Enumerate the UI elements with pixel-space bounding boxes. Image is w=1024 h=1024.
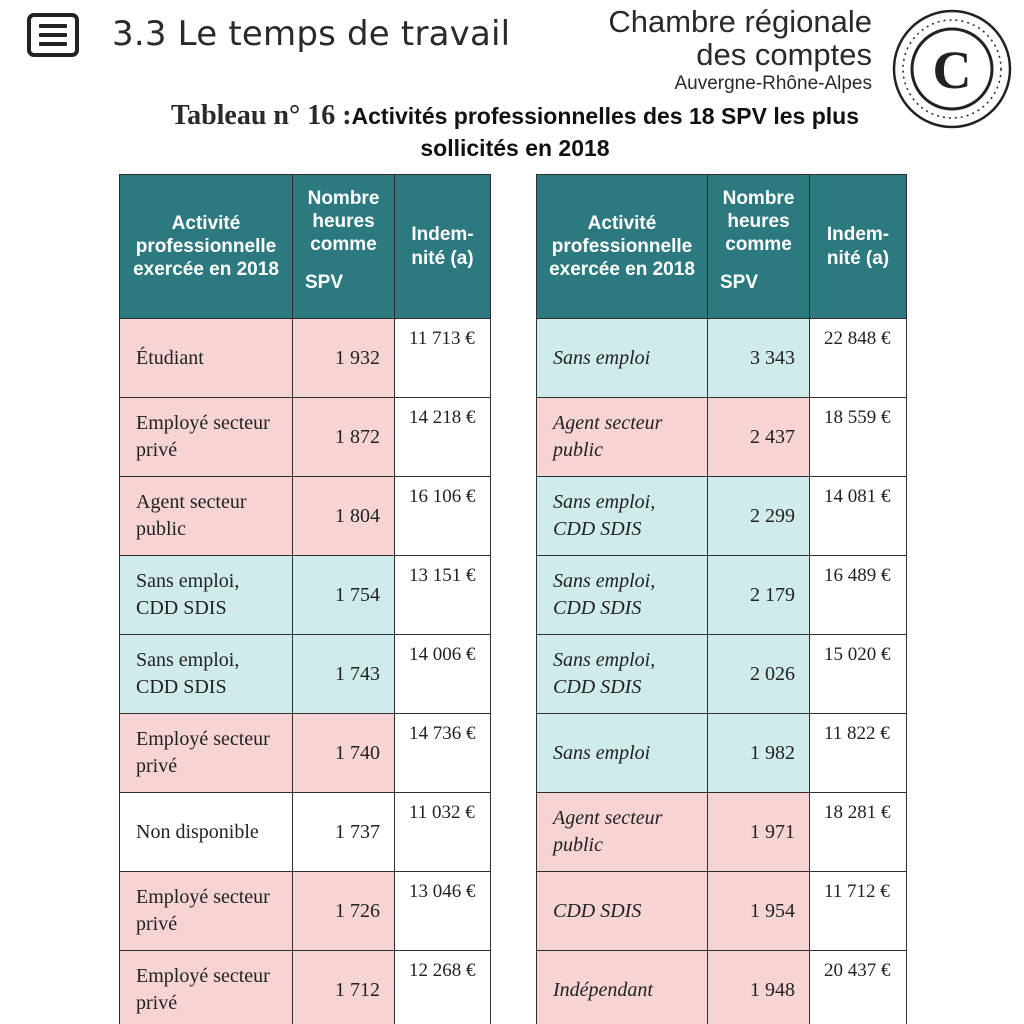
table-row [120,635,491,714]
activity-cell: Agent secteur public [537,793,708,872]
hours-cell: 1 737 [293,793,395,872]
hours-cell: 3 343 [708,319,810,398]
table-row [537,398,907,477]
activity-cell: CDD SDIS [537,872,708,951]
table-body-right [537,319,907,1024]
hours-cell: 1 754 [293,556,395,635]
table-row [120,319,491,398]
table-row [537,635,907,714]
hours-cell: 1 726 [293,872,395,951]
header-activity: Activité professionnelle exercée en 2018 [537,175,708,319]
brand-line-1: Chambre régionale [608,4,872,39]
table-caption-text: Activités professionnelles des 18 SPV les plus sollicités en 2018 [351,103,860,161]
menu-icon[interactable] [27,13,79,57]
activity-cell: Indépendant [537,951,708,1024]
table-row [120,872,491,951]
indemnity-cell: 14 218 € [395,398,491,477]
indemnity-cell: 15 020 € [810,635,907,714]
indemnity-cell: 14 006 € [395,635,491,714]
table-body-left [120,319,491,1024]
activity-cell: Sans emploi, CDD SDIS [537,477,708,556]
table-row [537,319,907,398]
hours-cell: 1 971 [708,793,810,872]
indemnity-cell: 14 081 € [810,477,907,556]
table-row [537,477,907,556]
indemnity-cell: 11 713 € [395,319,491,398]
table-row [537,556,907,635]
table-row [537,872,907,951]
header-indemnity: Indem-nité (a) [395,175,491,319]
indemnity-cell: 13 151 € [395,556,491,635]
indemnity-cell: 14 736 € [395,714,491,793]
activity-cell: Sans emploi, CDD SDIS [537,556,708,635]
hours-cell: 1 743 [293,635,395,714]
activity-cell: Sans emploi, CDD SDIS [120,556,293,635]
activity-cell: Non disponible [120,793,293,872]
activity-cell: Sans emploi [537,319,708,398]
hours-cell: 1 712 [293,951,395,1024]
section-title: 3.3 Le temps de travail [112,14,511,54]
indemnity-cell: 11 822 € [810,714,907,793]
activity-cell: Sans emploi [537,714,708,793]
table-caption [120,98,910,163]
header-hours [293,175,395,319]
menu-icon-bar [39,24,67,28]
activities-table-right [536,174,907,1024]
brand-logo-text [608,6,872,93]
activity-cell: Sans emploi, CDD SDIS [120,635,293,714]
header-hours-suffix: SPV [305,271,344,293]
activities-table-left [119,174,491,1024]
menu-icon-bar [39,33,67,37]
table-row [120,951,491,1024]
menu-icon-bar [39,42,67,46]
hours-cell: 1 932 [293,319,395,398]
header-hours-suffix: SPV [720,271,759,293]
hours-cell: 2 179 [708,556,810,635]
indemnity-cell: 13 046 € [395,872,491,951]
indemnity-cell: 11 712 € [810,872,907,951]
activity-cell: Employé secteur privé [120,951,293,1024]
table-header-row [537,175,907,319]
seal-letter: C [932,40,972,100]
indemnity-cell: 18 281 € [810,793,907,872]
activity-cell: Agent secteur public [537,398,708,477]
header-hours-label: Nombre heures comme [307,188,380,256]
hours-cell: 1 982 [708,714,810,793]
indemnity-cell: 20 437 € [810,951,907,1024]
indemnity-cell: 11 032 € [395,793,491,872]
header-indemnity: Indem-nité (a) [810,175,907,319]
hours-cell: 1 804 [293,477,395,556]
activity-cell: Employé secteur privé [120,872,293,951]
table-row [537,714,907,793]
activity-cell: Employé secteur privé [120,714,293,793]
hours-cell: 1 954 [708,872,810,951]
table-row [120,398,491,477]
indemnity-cell: 18 559 € [810,398,907,477]
brand-line-2: des comptes [696,37,872,72]
activity-cell: Agent secteur public [120,477,293,556]
brand-line-3: Auvergne-Rhône-Alpes [674,73,872,94]
hours-cell: 2 026 [708,635,810,714]
activity-cell: Employé secteur privé [120,398,293,477]
table-row [537,793,907,872]
header-hours-label: Nombre heures comme [722,188,795,256]
table-row [537,951,907,1024]
indemnity-cell: 12 268 € [395,951,491,1024]
table-caption-prefix: Tableau n° 16 : [170,100,352,131]
indemnity-cell: 22 848 € [810,319,907,398]
hours-cell: 2 437 [708,398,810,477]
header-hours [708,175,810,319]
header-activity: Activité professionnelle exercée en 2018 [120,175,293,319]
activity-cell: Étudiant [120,319,293,398]
table-row [120,714,491,793]
table-row [120,556,491,635]
hours-cell: 1 948 [708,951,810,1024]
indemnity-cell: 16 106 € [395,477,491,556]
table-header-row [120,175,491,319]
table-row [120,477,491,556]
indemnity-cell: 16 489 € [810,556,907,635]
table-row [120,793,491,872]
activity-cell: Sans emploi, CDD SDIS [537,635,708,714]
hours-cell: 1 872 [293,398,395,477]
hours-cell: 2 299 [708,477,810,556]
hours-cell: 1 740 [293,714,395,793]
